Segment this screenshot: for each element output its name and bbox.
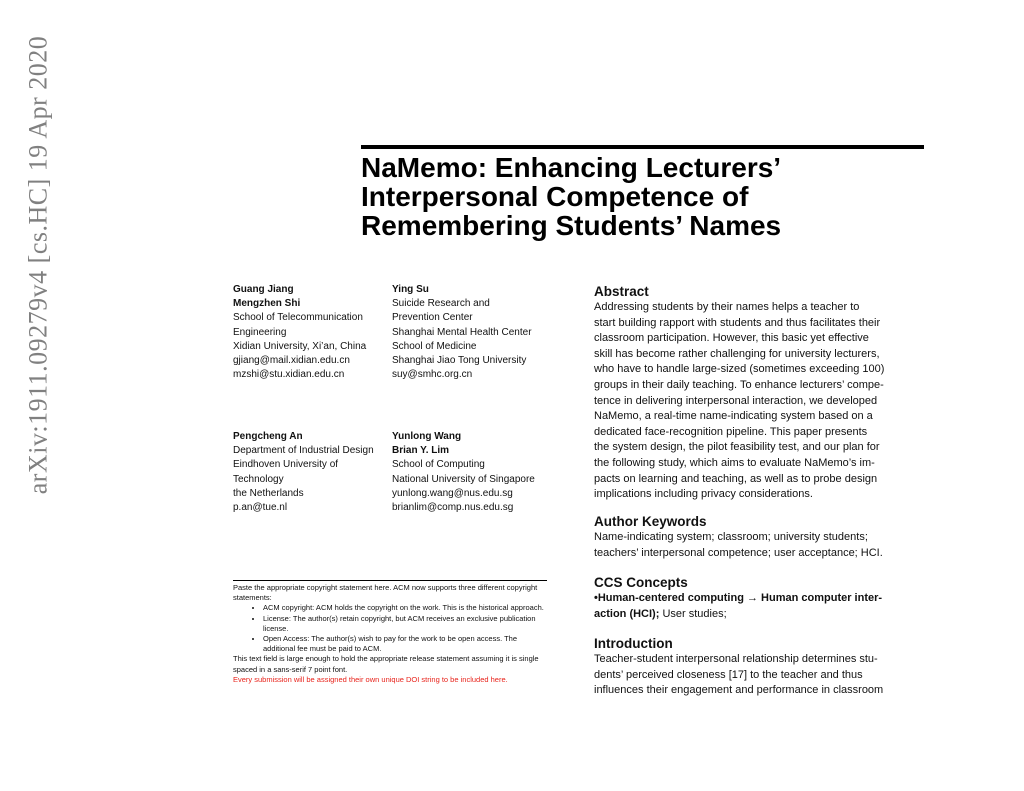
author-name: Brian Y. Lim <box>392 445 450 457</box>
footnote-bullet: • ACM copyright: ACM holds the copyright on the work. This is the historical approach. <box>263 603 549 613</box>
abstract-line: classroom participation. However, this basic yet effective <box>594 332 869 345</box>
author-block-jiang-shi <box>233 283 366 382</box>
author-name: Guang Jiang <box>233 284 294 295</box>
author-affiliation: School of Medicine <box>392 340 477 352</box>
abstract-heading: Abstract <box>594 284 649 299</box>
title-line: Remembering Students’ Names <box>361 210 782 241</box>
introduction-line: influences their engagement and performance in classroom <box>594 684 884 697</box>
author-affiliation: Xidian University, Xi’an, China <box>233 340 367 352</box>
author-block-su <box>392 283 532 382</box>
ccs-line <box>594 591 914 607</box>
author-name: Pengcheng An <box>233 431 303 442</box>
keywords-line: teachers’ interpersonal competence; user acceptance; HCI. <box>594 546 883 559</box>
ccs-heading: CCS Concepts <box>594 575 688 590</box>
abstract-line: Addressing students by their names helps a teacher to <box>594 301 860 313</box>
ccs-term: action (HCI); <box>594 607 660 620</box>
abstract-line: skill has become rather challenging for university lecturers, <box>594 347 880 360</box>
author-email: p.an@tue.nl <box>233 502 288 514</box>
author-affiliation: National University of Singapore <box>392 473 535 485</box>
footnote-intro: Paste the appropriate copyright statement here. ACM now supports three different copyright statements: <box>233 583 538 603</box>
author-affiliation: School of Computing <box>392 459 485 471</box>
author-name: Yunlong Wang <box>392 431 462 442</box>
footnote-bullet: • License: The author(s) retain copyright, but ACM receives an exclusive publication license. <box>263 614 549 634</box>
author-affiliation: Prevention Center <box>392 312 473 324</box>
footnote-bullet: • Open Access: The author(s) wish to pay for the work to be open access. The additional fee must be paid to ACM. <box>263 634 549 654</box>
abstract-line: pacts on learning and teaching, as well as to probe design <box>594 472 878 485</box>
keywords-line: Name-indicating system; classroom; university students; <box>594 531 868 543</box>
abstract-line: dedicated face-recognition pipeline. This paper presents <box>594 425 868 438</box>
title-rule <box>361 145 924 149</box>
abstract-line: groups in their daily teaching. To enhance lecturers’ compe- <box>594 378 884 391</box>
abstract-line: start building rapport with students and thus facilitates their <box>594 316 881 329</box>
footnote-rule <box>233 580 547 581</box>
abstract-section <box>594 283 914 503</box>
introduction-heading: Introduction <box>594 636 673 651</box>
author-affiliation: Department of Industrial Design <box>233 445 374 457</box>
introduction-line: dents’ perceived closeness [17] to the teacher and thus <box>594 668 863 681</box>
author-email: gjiang@mail.xidian.edu.cn <box>233 355 350 367</box>
footnote-outro: This text field is large enough to hold the appropriate release statement assuming it is single spaced in a sans-serif 7 point font. <box>233 654 539 674</box>
author-affiliation: School of Telecommunication <box>233 312 363 324</box>
abstract-line: tence in delivering interpersonal interaction, we developed <box>594 394 878 407</box>
introduction-section <box>594 635 914 699</box>
footnote-doi-note: Every submission will be assigned their own unique DOI string to be included here. <box>233 674 508 684</box>
arxiv-stamp <box>18 35 58 495</box>
author-affiliation: Technology <box>233 473 284 485</box>
author-email: suy@smhc.org.cn <box>392 369 473 381</box>
author-affiliation: Suicide Research and <box>392 298 490 310</box>
author-block-wang-lim <box>392 430 535 515</box>
author-affiliation: Shanghai Jiao Tong University <box>392 355 527 367</box>
author-email: mzshi@stu.xidian.edu.cn <box>233 369 345 381</box>
ccs-rest: User studies; <box>659 607 727 620</box>
abstract-line: who have to handle large-sized (sometimes exceeding 100) <box>594 363 885 376</box>
ccs-term: Human computer inter- <box>761 592 883 604</box>
ccs-line <box>594 607 914 623</box>
author-affiliation: the Netherlands <box>233 487 304 499</box>
arrow-icon: → <box>746 592 758 604</box>
abstract-line: NaMemo, a real-time name-indicating system based on a <box>594 410 873 423</box>
abstract-line: the system design, the pilot feasibility test, and our plan for <box>594 441 880 454</box>
paper-title <box>361 153 921 240</box>
author-block-an <box>233 430 374 515</box>
keywords-section <box>594 513 914 561</box>
copyright-footnote <box>233 583 549 685</box>
title-line: Interpersonal Competence of <box>361 181 749 212</box>
title-line: NaMemo: Enhancing Lecturers’ <box>361 152 782 183</box>
author-email: brianlim@comp.nus.edu.sg <box>392 502 514 514</box>
abstract-line: the following study, which aims to evaluate NaMemo’s im- <box>594 456 875 469</box>
abstract-line: implications including privacy considerations. <box>594 488 813 501</box>
ccs-section <box>594 574 914 622</box>
keywords-heading: Author Keywords <box>594 514 707 529</box>
author-affiliation: Eindhoven University of <box>233 459 339 471</box>
author-name: Ying Su <box>392 284 429 295</box>
ccs-term: •Human-centered computing <box>594 592 744 604</box>
introduction-line: Teacher-student interpersonal relationship determines stu- <box>594 653 878 665</box>
author-name: Mengzhen Shi <box>233 298 301 310</box>
author-email: yunlong.wang@nus.edu.sg <box>392 487 513 499</box>
arxiv-stamp-text: arXiv:1911.09279v4 [cs.HC] 19 Apr 2020 <box>23 35 52 495</box>
footnote-list <box>233 603 549 654</box>
author-affiliation: Shanghai Mental Health Center <box>392 326 532 338</box>
author-affiliation: Engineering <box>233 326 287 338</box>
